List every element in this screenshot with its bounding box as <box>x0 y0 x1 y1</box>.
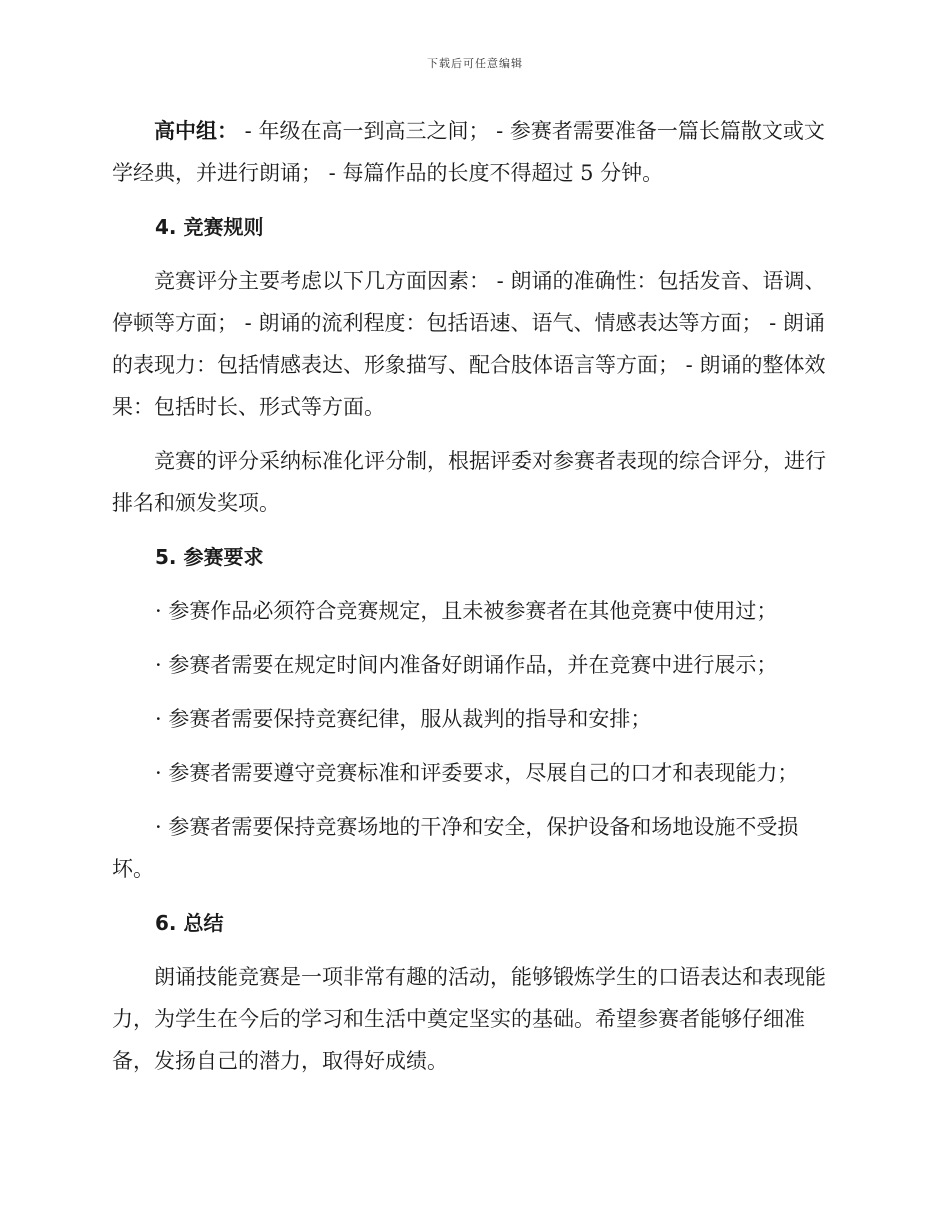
section-heading-summary: 6. 总结 <box>155 911 224 935</box>
requirement-item: · 参赛者需要遵守竞赛标准和评委要求，尽展自己的口才和表现能力； <box>155 761 799 785</box>
section-heading-requirements: 5. 参赛要求 <box>155 545 264 569</box>
section-heading-rules: 4. 竞赛规则 <box>155 215 264 239</box>
summary-paragraph: 朗诵技能竞赛是一项非常有趣的活动，能够锻炼学生的口语表达和表现能力，为学生在今后的学习和生活中奠定坚实的基础。希望参赛者能够仔细准备，发扬自己的潜力，取得好成绩。 <box>112 965 826 1073</box>
high-school-group-text: - 年级在高一到高三之间； - 参赛者需要准备一篇长篇散文或文学经典，并进行朗诵； - 每篇作品的长度不得超过 5 分钟。 <box>112 119 825 185</box>
rules-paragraph-scoring-factors: 竞赛评分主要考虑以下几方面因素： - 朗诵的准确性：包括发音、语调、停顿等方面； - 朗诵的流利程度：包括语速、语气、情感表达等方面； - 朗诵的表现力：包括情感表达、形象描写、配合肢体语言等方面； - 朗诵的整体效果：包括时长、形式等方面。 <box>112 269 826 419</box>
requirement-item: · 参赛者需要保持竞赛纪律，服从裁判的指导和安排； <box>155 707 652 731</box>
high-school-group-paragraph <box>112 110 832 194</box>
requirement-item: · 参赛者需要保持竞赛场地的干净和安全，保护设备和场地设施不受损坏。 <box>112 815 799 881</box>
page-header-note: 下载后可任意编辑 <box>427 57 523 70</box>
rules-paragraph-scoring-system: 竞赛的评分采纳标准化评分制，根据评委对参赛者表现的综合评分，进行排名和颁发奖项。 <box>112 449 826 515</box>
high-school-group-label: 高中组： <box>154 119 238 143</box>
requirement-item: · 参赛作品必须符合竞赛规定，且未被参赛者在其他竞赛中使用过； <box>155 599 778 623</box>
document-body <box>112 110 832 1094</box>
requirement-item: · 参赛者需要在规定时间内准备好朗诵作品，并在竞赛中进行展示； <box>155 653 778 677</box>
